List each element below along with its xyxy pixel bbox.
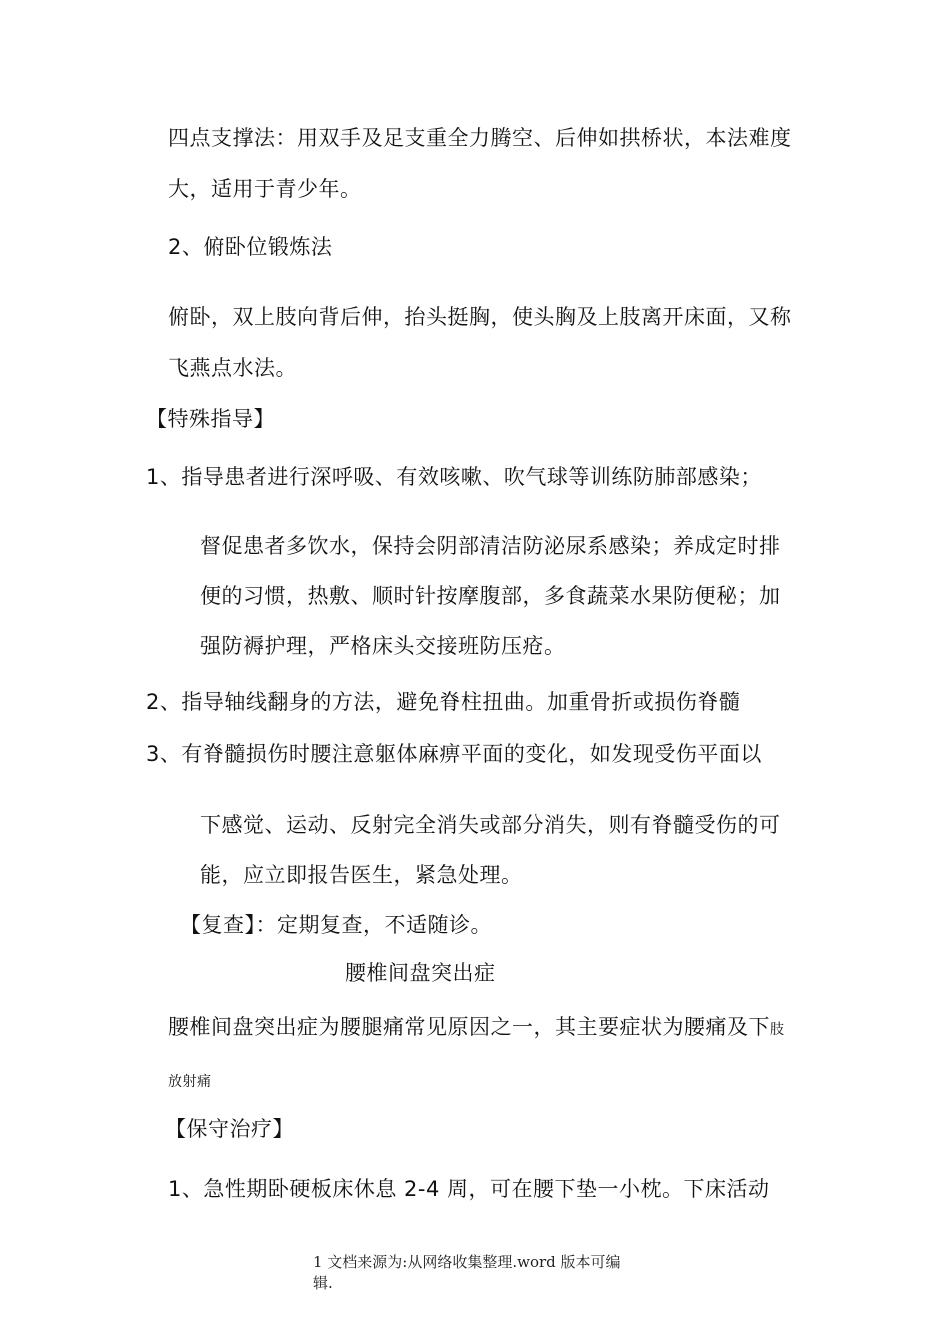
list-item: 1、急性期卧硬板床休息 2-4 周，可在腰下垫一小枕。下床活动	[168, 1177, 770, 1201]
text-line: 能，应立即报告医生，紧急处理。	[200, 863, 523, 887]
text-line: 大，适用于青少年。	[168, 177, 362, 201]
list-item: 3、有脊髓损伤时腰注意躯体麻痹平面的变化，如发现受伤平面以	[146, 742, 762, 766]
section-heading: 【特殊指导】	[146, 407, 275, 431]
footer-line: 1 文档来源为:从网络收集整理.word 版本可编	[313, 1253, 621, 1271]
text-line: 下感觉、运动、反射完全消失或部分消失，则有脊髓受伤的可	[200, 813, 781, 837]
section-heading: 【复查】：定期复查，不适随诊。	[180, 913, 492, 937]
text-line: 四点支撑法：用双手及足支重全力腾空、后伸如拱桥状，本法难度	[168, 126, 792, 150]
list-item: 1、指导患者进行深呼吸、有效咳嗽、吹气球等训练防肺部感染；	[146, 465, 762, 489]
chapter-title: 腰椎间盘突出症	[345, 961, 496, 985]
text-line: 强防褥护理，严格床头交接班防压疮。	[200, 634, 566, 658]
text-line: 督促患者多饮水，保持会阴部清洁防泌尿系感染；养成定时排	[200, 534, 781, 558]
list-item: 2、指导轴线翻身的方法，避免脊柱扭曲。加重骨折或损伤脊髓	[146, 690, 741, 714]
subheading: 2、俯卧位锻炼法	[168, 235, 333, 259]
text-span-small: 肢	[770, 1022, 785, 1038]
text-span: 腰椎间盘突出症为腰腿痛常见原因之一，其主要症状为腰痛及下	[168, 1015, 770, 1039]
text-line	[168, 1013, 785, 1044]
text-line: 飞燕点水法。	[168, 356, 297, 380]
text-line: 便的习惯，热敷、顺时针按摩腹部，多食蔬菜水果防便秘；加	[200, 584, 781, 608]
text-line: 俯卧，双上肢向背后伸，抬头挺胸，使头胸及上肢离开床面，又称	[168, 305, 792, 329]
text-line-small: 放射痛	[168, 1074, 212, 1090]
section-heading: 【保守治疗】	[165, 1117, 294, 1141]
footer-line: 辑.	[313, 1274, 333, 1292]
